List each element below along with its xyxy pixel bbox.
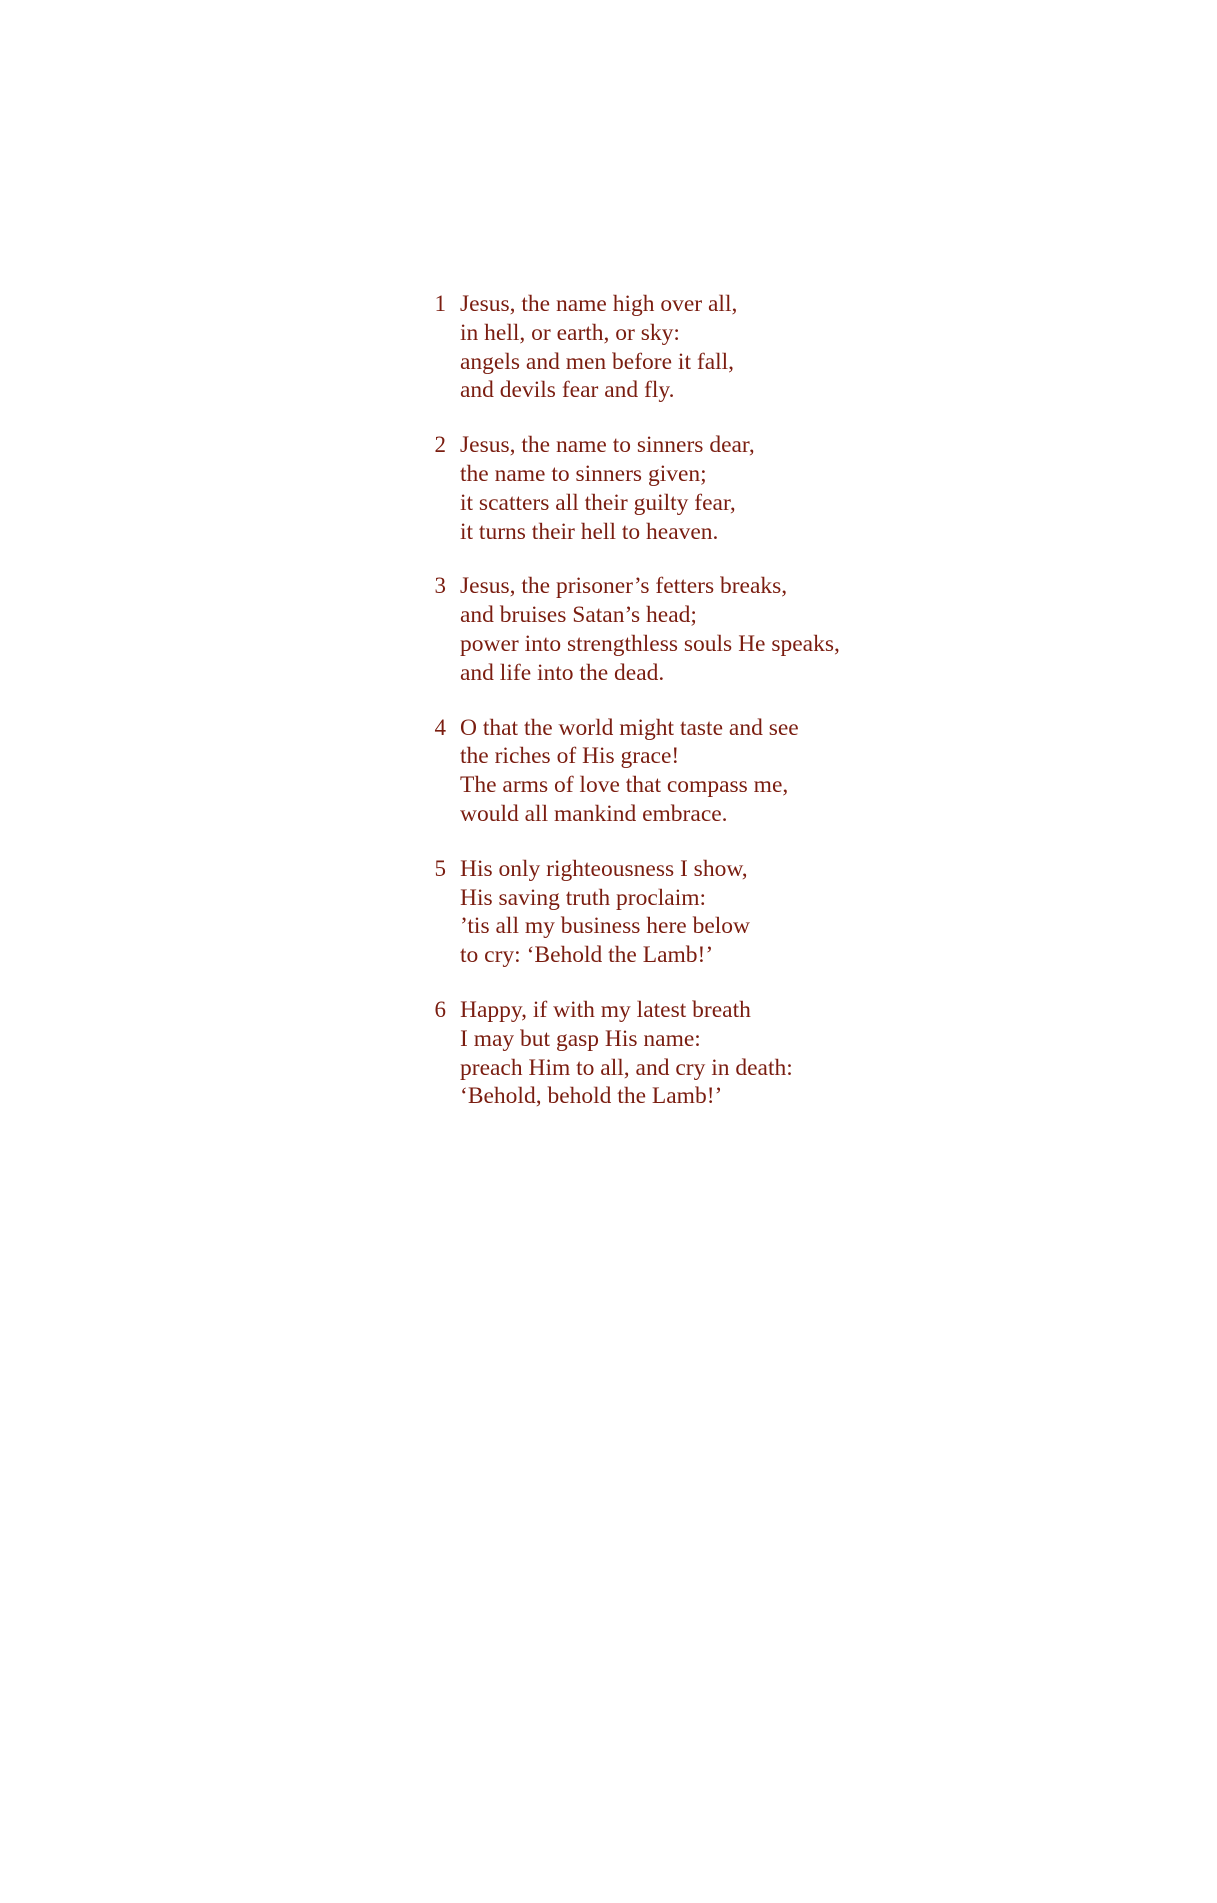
verse-line: and bruises Satan’s head; xyxy=(460,602,697,629)
verse-6 xyxy=(420,996,940,1111)
verse-line: and life into the dead. xyxy=(460,659,665,686)
verse-line: The arms of love that compass me, xyxy=(460,772,789,799)
hymn-text xyxy=(420,290,940,1137)
verse-line: and devils fear and fly. xyxy=(460,377,675,404)
verse-number: 3 xyxy=(434,573,446,599)
verse-5 xyxy=(420,855,940,970)
verse-line: His saving truth proclaim: xyxy=(460,884,707,911)
verse-line: Jesus, the prisoner’s fetters breaks, xyxy=(460,573,788,600)
verse-line: His only righteousness I show, xyxy=(460,855,748,882)
verse-line: power into strengthless souls He speaks, xyxy=(460,630,840,657)
verse-line: ‘Behold, behold the Lamb!’ xyxy=(460,1083,723,1110)
verse-line: it scatters all their guilty fear, xyxy=(460,489,736,516)
verse-line: the name to sinners given; xyxy=(460,460,707,487)
verse-number: 4 xyxy=(434,714,446,740)
verse-line: I may but gasp His name: xyxy=(460,1025,701,1052)
verse-number: 6 xyxy=(434,996,446,1022)
verse-line: it turns their hell to heaven. xyxy=(460,518,719,545)
verse-line: would all mankind embrace. xyxy=(460,800,728,827)
verse-line: to cry: ‘Behold the Lamb!’ xyxy=(460,942,714,969)
verse-line: the riches of His grace! xyxy=(460,743,680,770)
verse-number: 2 xyxy=(434,432,446,458)
verse-line: Jesus, the name high over all, xyxy=(460,291,738,317)
verse-4 xyxy=(420,714,940,829)
verse-line: ’tis all my business here below xyxy=(460,913,751,940)
verse-3 xyxy=(420,572,940,687)
verse-line: preach Him to all, and cry in death: xyxy=(460,1054,793,1081)
verse-line: Happy, if with my latest breath xyxy=(460,996,751,1023)
verse-number: 5 xyxy=(434,855,446,881)
verse-line: Jesus, the name to sinners dear, xyxy=(460,432,755,459)
verse-number: 1 xyxy=(434,291,446,316)
verse-line: O that the world might taste and see xyxy=(460,714,799,741)
verse-line: angels and men before it fall, xyxy=(460,348,735,375)
verse-2 xyxy=(420,431,940,546)
verse-1 xyxy=(420,290,940,405)
verse-line: in hell, or earth, or sky: xyxy=(460,319,680,346)
